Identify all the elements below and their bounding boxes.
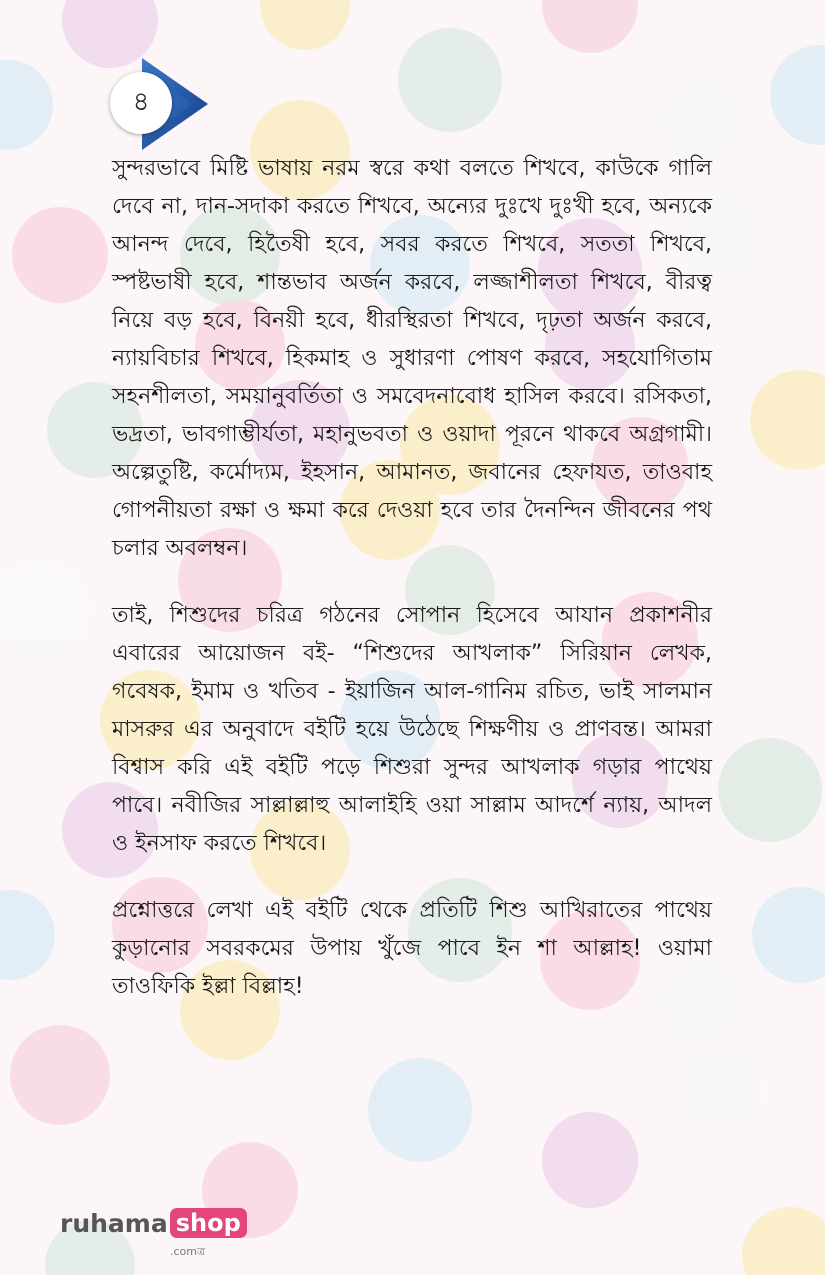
logo-text-ruhama: ruhama (60, 1208, 168, 1238)
paragraph-3: প্রশ্নোত্তরে লেখা এই বইটি থেকে প্রতিটি শিশু আখিরাতের পাথেয় কুড়ানোর সবরকমের উপায় খুঁজে পাবে ইন শা আল্লাহ! ওয়ামা তাওফিকি ইল্লা বিল্লাহ! (112, 898, 712, 999)
body-text (112, 150, 712, 1035)
paragraph-1: সুন্দরভাবে মিষ্টি ভাষায় নরম স্বরে কথা বলতে শিখবে, কাউকে গালি দেবে না, দান-সদাকা করতে শিখবে, অন্যের দুঃখে দুঃখী হবে, অন্যকে আনন্দ দেবে, হিতৈষী হবে, সবর করতে শিখবে, সততা শিখবে, স্পষ্টভাষী হবে, শান্তভাব অর্জন করবে, লজ্জাশীলতা শিখবে, বীরত্ব নিয়ে বড় হবে, বিনয়ী হবে, ধীরস্থিরতা শিখবে, দৃঢ়তা অর্জন করবে, ন্যায়বিচার শিখবে, হিকমাহ ও সুধারণা পোষণ করবে, সহযোগিতাম সহনশীলতা, সময়ানুবর্তিতা ও সমবেদনাবোধ হাসিল করবে। রসিকতা, ভদ্রতা, ভাবগাম্ভীর্যতা, মহানুভবতা ও ওয়াদা পূরনে থাকবে অগ্রগামী। অল্পেতুষ্টি, কর্মোদ্যম, ইহসান, আমানত, জবানের হেফাযত, তাওবাহ গোপনীয়তা রক্ষা ও ক্ষমা করে দেওয়া হবে তার দৈনন্দিন জীবনের পথ চলার অবলম্বন। (112, 156, 712, 561)
paragraph-2: তাই, শিশুদের চরিত্র গঠনের সোপান হিসেবে আযান প্রকাশনীর এবারের আয়োজন বই- “শিশুদের আখলাক” সিরিয়ান লেখক, গবেষক, ইমাম ও খতিব - ইয়াজিন আল-গানিম রচিত, ভাই সালমান মাসরুর এর অনুবাদে বইটি হয়ে উঠেছে শিক্ষণীয় ও প্রাণবন্ত। আমরা বিশ্বাস করি এই বইটি পড়ে শিশুরা সুন্দর আখলাক গড়ার পাথেয় পাবে। নবীজির সাল্লাল্লাহু আলাইহি ওয়া সাল্লাম আদর্শে ন্যায়, আদল ও ইনসাফ করতে শিখবে। (112, 603, 712, 856)
ruhamashop-logo (60, 1208, 247, 1238)
logo-domain: .comত্র (170, 1245, 206, 1258)
logo-text-shop: shop (170, 1208, 247, 1238)
page-number: ৪ (110, 72, 172, 134)
